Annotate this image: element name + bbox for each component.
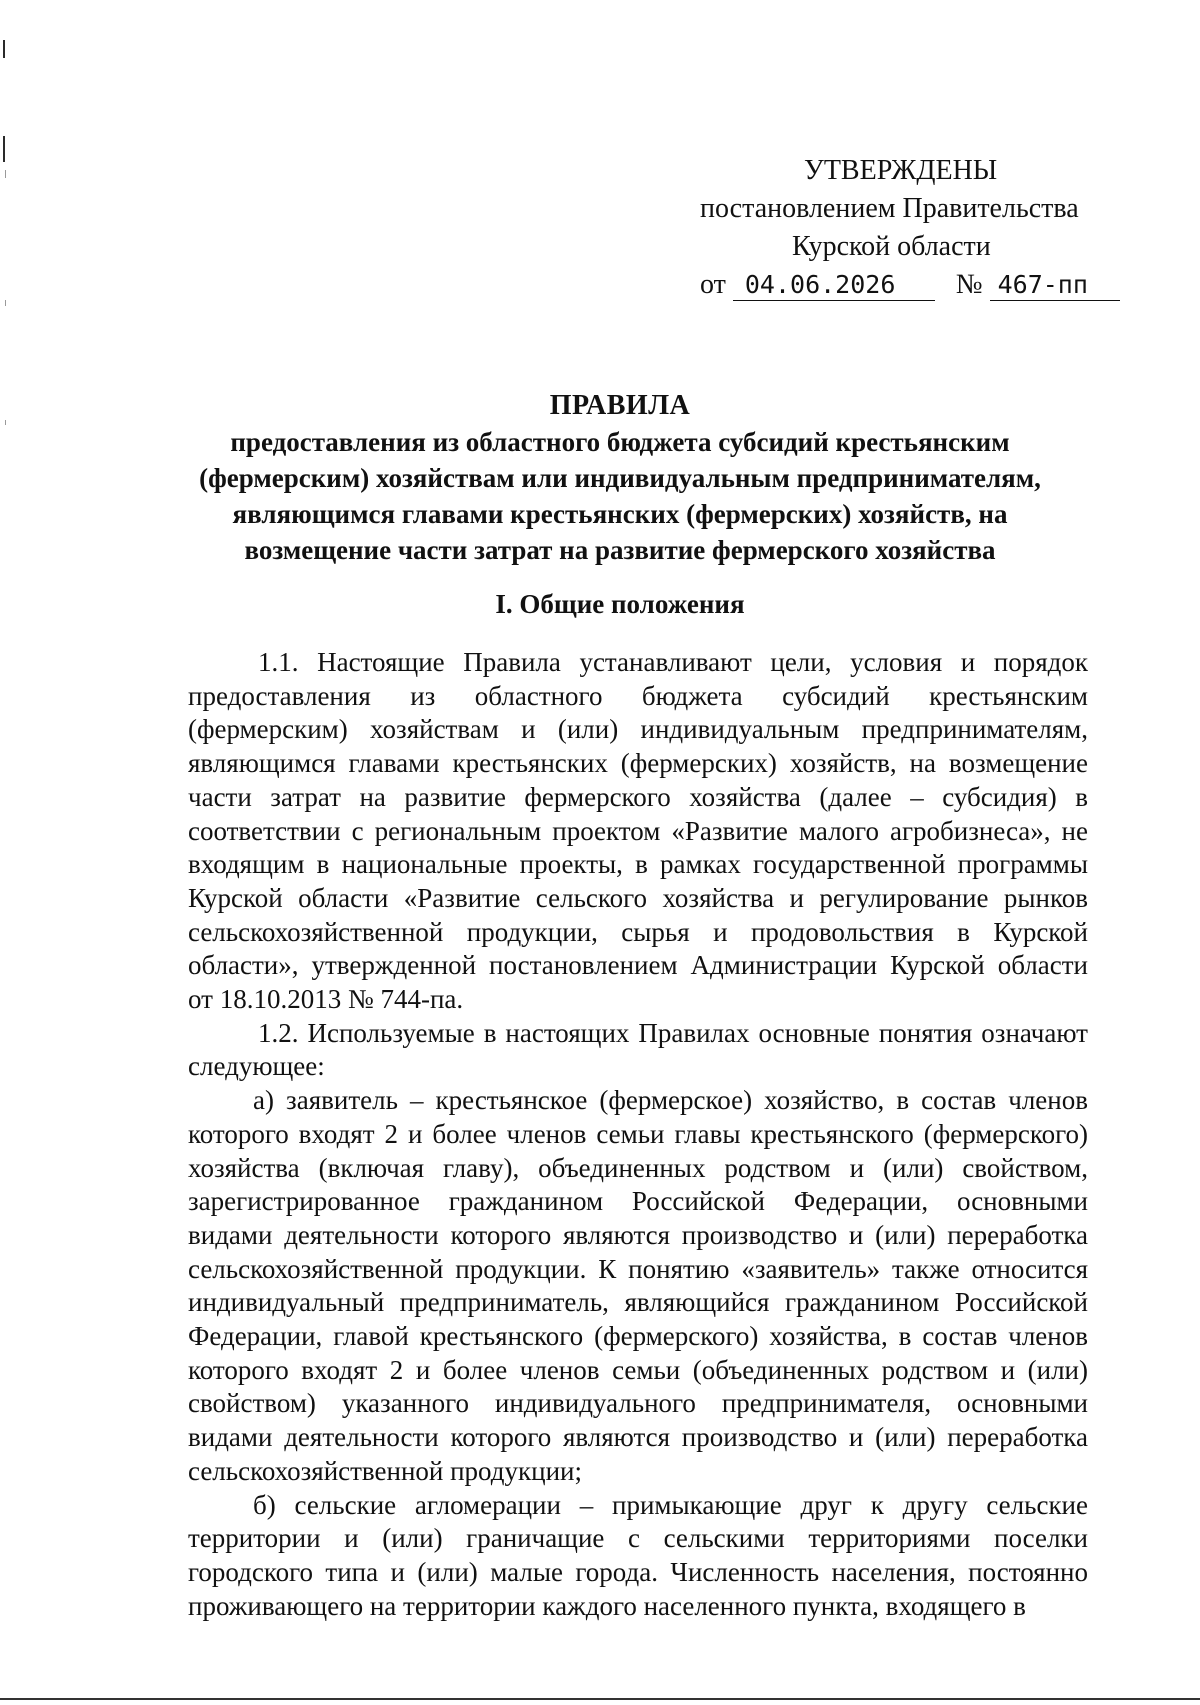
paragraph-a: а) заявитель – крестьянское (фермерское) хозяйство, в состав членов которого входят 2 и более членов семьи главы крестьянского (фермерского) хозяйства (включая главу), объединенных родством и (или) свойством, зарегистрированное гражданином Российской Федерации, основными видами деятельности которого являются производство и (или) переработка сельскохозяйственной продукции. К понятию «заявитель» также относится индивидуальный предприниматель, являющийся гражданином Российской Федерации, главой крестьянского (фермерского) хозяйства, в состав членов которого входят 2 и более членов семьи (объединенных родством и (или) свойством) указанного индивидуального предпринимателя, основными видами деятельности которого являются производство и (или) переработка сельскохозяйственной продукции; bbox=[188, 1085, 1088, 1486]
document-body bbox=[188, 646, 1088, 1623]
scan-edge-dot bbox=[5, 170, 6, 178]
approval-region: Курской области bbox=[792, 231, 991, 262]
paragraph-b: б) сельские агломерации – примыкающие друг к другу сельские территории и (или) граничащие с сельскими территориями поселки городского типа и (или) малые города. Численность населения, постоянно проживающего на территории каждого населенного пункта, входящего в bbox=[188, 1489, 1088, 1621]
document-subtitle-line: предоставления из областного бюджета субсидий крестьянским bbox=[230, 427, 1010, 457]
page-bottom-rule bbox=[0, 1698, 1200, 1700]
paragraph-1-2: 1.2. Используемые в настоящих Правилах основные понятия означают следующее: bbox=[188, 1017, 1088, 1082]
paragraph-1-1: 1.1. Настоящие Правила устанавливают цели, условия и порядок предоставления из областного бюджета субсидий крестьянским (фермерским) хозяйствам и (или) индивидуальным предпринимателям, являющимся главами крестьянских (фермерских) хозяйств, на возмещение части затрат на развитие фермерского хозяйства (далее – субсидия) в соответствии с региональным проектом «Развитие малого агробизнеса», не входящим в национальные проекты, в рамках государственной программы Курской области «Развитие сельского хозяйства и регулирование рынков сельскохозяйственной продукции, сырья и продовольствия в Курской области», утвержденной постановлением Администрации Курской области от 18.10.2013 № 744-па. bbox=[188, 647, 1088, 1015]
document-heading bbox=[180, 388, 1060, 568]
approval-number: 467-пп bbox=[990, 270, 1120, 301]
scan-edge-dot bbox=[5, 420, 6, 425]
section-title: I. Общие положения bbox=[495, 589, 745, 619]
scan-edge-mark bbox=[3, 136, 5, 162]
scan-edge-dot bbox=[5, 300, 6, 306]
number-prefix: № bbox=[955, 269, 983, 300]
document-subtitle-line: являющимся главами крестьянских (фермерских) хозяйств, на bbox=[232, 499, 1008, 529]
approval-date: 04.06.2026 bbox=[733, 270, 935, 301]
scan-edge-mark bbox=[3, 40, 5, 58]
document-subtitle-line: возмещение части затрат на развитие фермерского хозяйства bbox=[244, 535, 996, 565]
approval-block bbox=[700, 152, 1090, 304]
approval-title: УТВЕРЖДЕНЫ bbox=[804, 155, 998, 186]
document-subtitle-line: (фермерским) хозяйствам или индивидуальным предпринимателям, bbox=[199, 463, 1041, 493]
document-title: ПРАВИЛА bbox=[549, 390, 691, 421]
approval-issuer: постановлением Правительства bbox=[700, 193, 1079, 224]
date-prefix: от bbox=[700, 269, 726, 300]
approval-date-number bbox=[700, 266, 1090, 304]
